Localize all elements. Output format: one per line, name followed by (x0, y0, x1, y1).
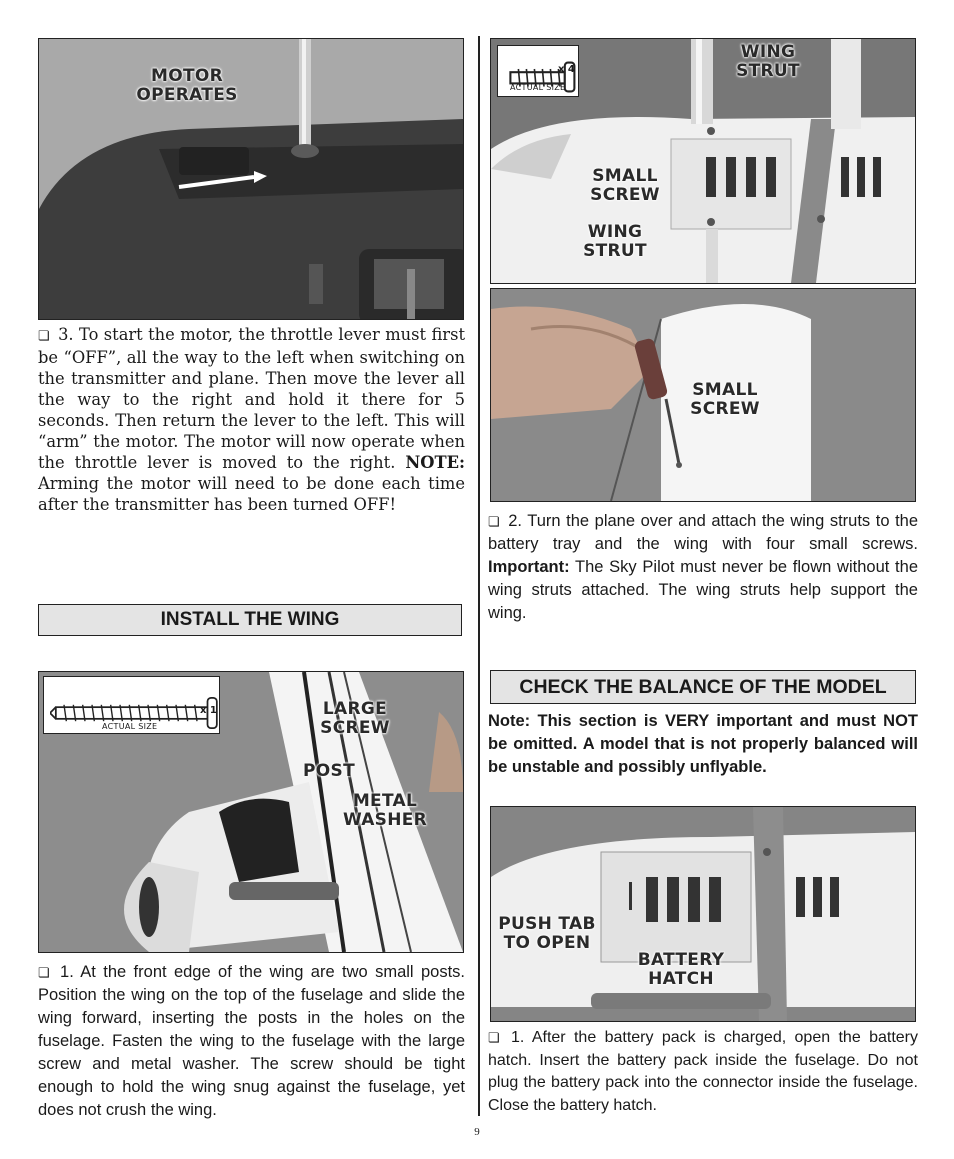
step-3-paragraph (38, 324, 465, 515)
checkbox-icon[interactable]: ❏ (38, 329, 50, 344)
large-screw-icon (50, 685, 225, 741)
checkbox-icon[interactable]: ❏ (488, 1030, 500, 1045)
label-large-screw: LARGE SCREW (320, 699, 390, 738)
battery-step-text: 1. After the battery pack is charged, open the battery hatch. Insert the battery pack inside the fuselage. Do not plug the battery pack into the connector inside the fuselage. Close the battery hatch. (488, 1029, 918, 1114)
step-2-important-text: The Sky Pilot must never be flown without the wing struts attached. The wing struts help support the wing. (488, 558, 918, 622)
photo-transmitter-throttle (38, 38, 464, 320)
step-2-paragraph (488, 510, 918, 625)
label-small-screw: SMALL SCREW (690, 380, 760, 419)
checkbox-icon[interactable]: ❏ (38, 965, 50, 980)
checkbox-icon[interactable]: ❏ (488, 514, 500, 529)
photo-wing-strut (490, 38, 916, 284)
step-3-note-text: Arming the motor will need to be done each time after the transmitter has been turned OFF! (38, 474, 465, 514)
label-push-tab: PUSH TAB TO OPEN (498, 914, 596, 953)
label-motor-operates: MOTOR OPERATES (136, 66, 238, 105)
photo-battery-hatch (490, 806, 916, 1022)
install-wing-heading: INSTALL THE WING (38, 604, 462, 636)
screw-actual-size-callout (43, 676, 220, 734)
label-metal-washer: METAL WASHER (342, 791, 428, 830)
photo-small-screw (490, 288, 916, 502)
screw-actual-size-callout (497, 45, 579, 97)
balance-note: Note: This section is VERY important and must NOT be omitted. A model that is not properly balanced will be unstable and possibly unflyable. (488, 712, 918, 776)
step-1-wing-paragraph (38, 961, 465, 1122)
step-2-text: 2. Turn the plane over and attach the wing struts to the battery tray and the wing with four small screws. (488, 512, 919, 553)
screw-quantity: x 4 (558, 64, 575, 75)
photo-wing-install (38, 671, 464, 953)
important-label: Important: (488, 558, 570, 576)
label-battery-hatch: BATTERY HATCH (637, 950, 725, 989)
actual-size-caption: ACTUAL SIZE (510, 83, 566, 92)
column-divider (478, 36, 480, 1116)
label-small-screw: SMALL SCREW (590, 166, 660, 205)
page-number: 9 (474, 1126, 480, 1138)
balance-heading: CHECK THE BALANCE OF THE MODEL (490, 670, 916, 704)
small-screw-icon (504, 52, 584, 102)
note-label: NOTE: (405, 453, 465, 472)
label-post: POST (303, 761, 355, 781)
screw-quantity: x 1 (200, 705, 217, 716)
label-wing-strut-top: WING STRUT (736, 42, 800, 81)
step-3-text: 3. To start the motor, the throttle lever must first be “OFF”, all the way to the left when switching on the transmitter and plane. Then move the lever all the way to the right and hold it there for 5 seconds. Then return the lever to the left. This will “arm” the motor. The motor will now operate when the throttle lever is moved to the right. (38, 325, 465, 472)
label-wing-strut-bottom: WING STRUT (583, 222, 647, 261)
battery-step-paragraph (488, 1027, 918, 1117)
actual-size-caption: ACTUAL SIZE (102, 722, 158, 731)
step-1-wing-text: 1. At the front edge of the wing are two small posts. Position the wing on the top of the fuselage and slide the wing forward, inserting the posts in the holes on the fuselage. Fasten the wing to the fuselage with the large screw and metal washer. The screw should be tight enough to hold the wing snug against the fuselage, yet does not crush the wing. (38, 963, 465, 1119)
